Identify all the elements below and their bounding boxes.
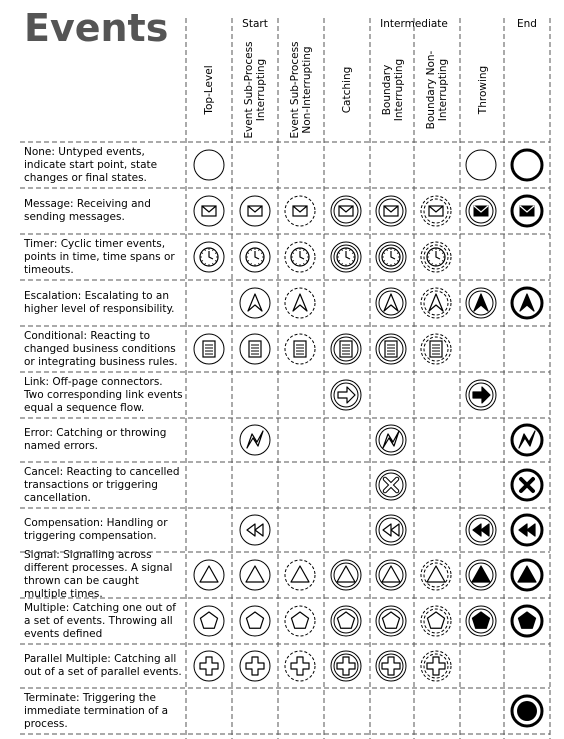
signal-cat-event-icon — [331, 560, 361, 590]
timer-esi-event-icon — [240, 242, 270, 272]
timer-cat-event-icon — [331, 242, 361, 272]
timer-bn-event-icon — [421, 242, 451, 272]
message-bi-event-icon — [376, 196, 406, 226]
parallel-cat-event-icon — [331, 651, 361, 681]
page-title: Events — [24, 6, 169, 50]
error-bi-event-icon — [376, 425, 406, 455]
signal-top-event-icon — [194, 560, 224, 590]
multiple-bn-event-icon — [421, 606, 451, 636]
conditional-top-event-icon — [194, 334, 224, 364]
column-header-label: Top-Level — [203, 65, 215, 115]
compensation-thr-event-icon — [466, 515, 496, 545]
link-thr-event-icon — [466, 380, 496, 410]
compensation-bi-event-icon — [376, 515, 406, 545]
compensation-esi-event-icon — [240, 515, 270, 545]
message-esn-event-icon — [285, 196, 315, 226]
escalation-bi-event-icon — [376, 288, 406, 318]
parallel-esi-event-icon — [240, 651, 270, 681]
parallel-bn-event-icon — [421, 651, 451, 681]
row-label-none: None: Untyped events, indicate start point, state changes or final states. — [24, 145, 158, 184]
parallel-bi-event-icon — [376, 651, 406, 681]
escalation-bn-event-icon — [421, 288, 451, 318]
timer-bi-event-icon — [376, 242, 406, 272]
signal-bn-event-icon — [421, 560, 451, 590]
conditional-esi-event-icon — [240, 334, 270, 364]
row-label-escalation: Escalation: Escalating to an higher level of responsibility. — [24, 290, 175, 315]
multiple-esi-event-icon — [240, 606, 270, 636]
message-thr-event-icon — [466, 196, 496, 226]
escalation-end-event-icon — [512, 288, 542, 318]
link-cat-event-icon — [331, 380, 361, 410]
row-label-link: Link: Off-page connectors. Two corresponding link events equal a sequence flow. — [24, 375, 183, 414]
multiple-bi-event-icon — [376, 606, 406, 636]
timer-esn-event-icon — [285, 242, 315, 272]
signal-esn-event-icon — [285, 560, 315, 590]
escalation-esi-event-icon — [240, 288, 270, 318]
none-end-event-icon — [512, 150, 542, 180]
compensation-end-event-icon — [512, 515, 542, 545]
column-header-label: Boundary Non- Interrupting — [425, 50, 449, 130]
row-label-message: Message: Receiving and sending messages. — [24, 198, 151, 223]
column-header-label: Event Sub-Process Non-Interrupting — [289, 41, 313, 139]
column-header-label: Catching — [341, 66, 353, 114]
none-thr-event-icon — [466, 150, 496, 180]
none-top-event-icon — [194, 150, 224, 180]
row-label-cancel: Cancel: Reacting to cancelled transactions or triggering cancellation. — [24, 465, 180, 504]
row-label-conditional: Conditional: Reacting to changed business conditions or integrating business rules. — [24, 329, 178, 368]
row-label-compensation: Compensation: Handling or triggering compensation. — [24, 517, 168, 542]
message-end-event-icon — [512, 196, 542, 226]
multiple-thr-event-icon — [466, 606, 496, 636]
signal-bi-event-icon — [376, 560, 406, 590]
column-header-label: Event Sub-Process Interrupting — [243, 41, 267, 139]
message-bn-event-icon — [421, 196, 451, 226]
row-label-terminate: Terminate: Triggering the immediate termination of a process. — [24, 691, 169, 730]
conditional-cat-event-icon — [331, 334, 361, 364]
signal-end-event-icon — [512, 560, 542, 590]
conditional-esn-event-icon — [285, 334, 315, 364]
parallel-esn-event-icon — [285, 651, 315, 681]
escalation-esn-event-icon — [285, 288, 315, 318]
cancel-bi-event-icon — [376, 470, 406, 500]
multiple-esn-event-icon — [285, 606, 315, 636]
cancel-end-event-icon — [512, 470, 542, 500]
signal-thr-event-icon — [466, 560, 496, 590]
row-label-signal: Signal: Signalling across different processes. A signal thrown can be caught multiple times. — [24, 549, 173, 600]
timer-top-event-icon — [194, 242, 224, 272]
error-end-event-icon — [512, 425, 542, 455]
column-header-label: Boundary Interrupting — [381, 58, 405, 122]
row-label-timer: Timer: Cyclic timer events, points in time, time spans or timeouts. — [24, 237, 175, 276]
group-start-label: Start — [242, 18, 268, 30]
message-esi-event-icon — [240, 196, 270, 226]
message-top-event-icon — [194, 196, 224, 226]
conditional-bi-event-icon — [376, 334, 406, 364]
multiple-cat-event-icon — [331, 606, 361, 636]
row-label-parallel-multiple: Parallel Multiple: Catching all out of a set of parallel events. — [24, 653, 182, 678]
multiple-end-event-icon — [512, 606, 542, 636]
group-end-label: End — [517, 18, 537, 30]
row-label-multiple: Multiple: Catching one out of a set of events. Throwing all events defined — [24, 601, 176, 640]
column-header-label: Throwing — [477, 65, 489, 115]
group-intermediate-label: Intermediate — [380, 18, 448, 30]
row-label-error: Error: Catching or throwing named errors. — [24, 427, 167, 452]
multiple-top-event-icon — [194, 606, 224, 636]
escalation-thr-event-icon — [466, 288, 496, 318]
error-esi-event-icon — [240, 425, 270, 455]
signal-esi-event-icon — [240, 560, 270, 590]
terminate-end-event-icon — [512, 696, 542, 726]
parallel-top-event-icon — [194, 651, 224, 681]
message-cat-event-icon — [331, 196, 361, 226]
conditional-bn-event-icon — [421, 334, 451, 364]
